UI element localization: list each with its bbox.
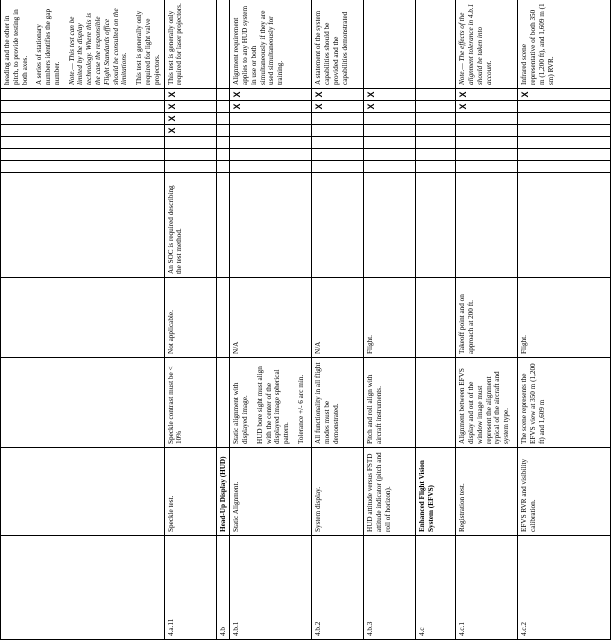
level-mark	[518, 125, 611, 137]
level-mark	[312, 137, 364, 149]
table-row	[216, 0, 230, 640]
cell-test: EFVS RVR and visibility calibration.	[518, 448, 611, 536]
table-row	[1, 0, 165, 640]
cell-tolerance: Pitch and roll align with aircraft instruments.	[364, 358, 416, 448]
cell-method	[1, 173, 165, 278]
note-text: A series of stationary numbers identifies the gap number.	[35, 8, 61, 85]
cell-num: 4.b.1	[230, 536, 312, 640]
note-text: heading and the other in pitch, to provide testing in both axes.	[3, 9, 29, 85]
cell-test: System display.	[312, 448, 364, 536]
level-mark	[164, 149, 216, 161]
cell-tolerance: All functionality in all flight modes must be demonstrated.	[312, 358, 364, 448]
cell-conditions: Takeoff point and on approach at 200 ft.	[456, 278, 518, 358]
cell-conditions: Flight.	[518, 278, 611, 358]
level-mark: X	[364, 89, 416, 101]
cell-conditions: N/A	[230, 278, 312, 358]
cell-notes	[1, 0, 165, 89]
level-mark	[456, 137, 518, 149]
note-text: Note.— This test can be limited by the display technology. Where this is the case the responsible Flight Standards office should be consulted on the limitations.	[67, 8, 129, 85]
cell-test	[1, 448, 165, 536]
cell-method	[364, 173, 416, 278]
level-mark	[312, 161, 364, 173]
level-mark: X	[518, 89, 611, 101]
level-mark	[164, 161, 216, 173]
cell-method	[312, 173, 364, 278]
cell-conditions	[416, 278, 456, 358]
level-mark	[416, 101, 456, 113]
cell-num	[1, 536, 165, 640]
level-mark	[1, 161, 165, 173]
level-mark	[164, 137, 216, 149]
cell-method	[216, 173, 230, 278]
tolerance-text: Tolerance +/- 6 arc min.	[296, 374, 305, 444]
cell-notes: A statement of the system capabilities should be provided and the capabilities demonstrated	[312, 0, 364, 89]
cell-num: 4.c.2	[518, 536, 611, 640]
level-mark: X	[456, 89, 518, 101]
cell-tolerance	[1, 358, 165, 448]
level-mark: X	[312, 89, 364, 101]
level-mark: X	[230, 101, 312, 113]
level-mark	[456, 113, 518, 125]
table-row	[416, 0, 456, 640]
level-mark	[1, 113, 165, 125]
cell-notes: This test is generally only required for laser projectors.	[164, 0, 216, 89]
cell-method	[416, 173, 456, 278]
cell-tolerance: The scene represents the EFVS view at 350 m (1,200 ft) and 1,609 m	[518, 358, 611, 448]
note-text: This test is generally only required for light valve projectors.	[135, 10, 161, 85]
level-mark	[518, 137, 611, 149]
level-mark: X	[230, 89, 312, 101]
level-mark	[216, 149, 230, 161]
cell-num: 4.a.11	[164, 536, 216, 640]
level-mark	[416, 149, 456, 161]
cell-method: An SOC is required describing the test method.	[164, 173, 216, 278]
level-mark	[518, 101, 611, 113]
level-mark	[518, 149, 611, 161]
level-mark	[312, 113, 364, 125]
level-mark	[1, 125, 165, 137]
table-row	[518, 0, 611, 640]
level-mark: X	[164, 101, 216, 113]
cell-num: 4.b.2	[312, 536, 364, 640]
level-mark	[230, 125, 312, 137]
cell-num: 4.c.1	[456, 536, 518, 640]
section-heading: Head-Up Display (HUD)	[216, 448, 230, 536]
level-mark	[1, 101, 165, 113]
level-mark	[216, 113, 230, 125]
section-heading: Enhanced Flight Vision System (EFVS)	[416, 448, 456, 536]
cell-notes: Alignment requirement applies to any HUD system in use or both simultaneously if they are used simultaneously for training.	[230, 0, 312, 89]
tolerance-text: Static alignment with displayed image.	[232, 382, 250, 444]
level-mark	[456, 161, 518, 173]
tolerance-text: HUD bore sight must align with the center of the displayed image spherical pattern.	[255, 366, 291, 444]
cell-conditions	[1, 278, 165, 358]
cell-conditions: Flight.	[364, 278, 416, 358]
level-mark	[364, 125, 416, 137]
cell-conditions: N/A	[312, 278, 364, 358]
cell-tolerance	[416, 358, 456, 448]
level-mark	[416, 125, 456, 137]
cell-notes: Infrared scene representative of both 350 m (1,200 ft), and 1,609 m (1 sm) RVR.	[518, 0, 611, 89]
level-mark	[230, 113, 312, 125]
level-mark	[364, 113, 416, 125]
level-mark	[518, 113, 611, 125]
level-mark	[518, 161, 611, 173]
level-mark: X	[164, 113, 216, 125]
cell-tolerance: Speckle contrast must be < 10%	[164, 358, 216, 448]
level-mark	[416, 113, 456, 125]
cell-notes	[216, 0, 230, 89]
cell-num: 4.b.3	[364, 536, 416, 640]
level-mark	[216, 89, 230, 101]
level-mark	[364, 137, 416, 149]
level-mark	[230, 161, 312, 173]
level-mark	[456, 125, 518, 137]
level-mark	[216, 125, 230, 137]
level-mark	[364, 149, 416, 161]
level-mark	[416, 89, 456, 101]
level-mark: X	[456, 101, 518, 113]
level-mark: X	[164, 125, 216, 137]
level-mark	[230, 149, 312, 161]
level-mark	[312, 125, 364, 137]
level-mark	[364, 161, 416, 173]
cell-tolerance	[216, 358, 230, 448]
cell-tolerance	[230, 358, 312, 448]
table-row	[364, 0, 416, 640]
level-mark	[1, 137, 165, 149]
cell-tolerance: Alignment between EFVS display and out of the window image must represent the alignment typical of the aircraft and system type.	[456, 358, 518, 448]
table-row	[164, 0, 216, 640]
cell-test: Static Alignment.	[230, 448, 312, 536]
level-mark	[416, 161, 456, 173]
level-mark	[456, 149, 518, 161]
level-mark: X	[312, 101, 364, 113]
level-mark	[1, 149, 165, 161]
cell-notes: Note.— The effects of the alignment tolerance in 4.b.1 should be taken into account.	[456, 0, 518, 89]
level-mark	[312, 149, 364, 161]
level-mark	[230, 137, 312, 149]
cell-notes	[416, 0, 456, 89]
table-row	[230, 0, 312, 640]
cell-num: 4.b	[216, 536, 230, 640]
cell-method	[456, 173, 518, 278]
level-mark	[216, 101, 230, 113]
level-mark: X	[164, 89, 216, 101]
level-mark	[1, 89, 165, 101]
cell-method	[518, 173, 611, 278]
table-row	[312, 0, 364, 640]
cell-notes	[364, 0, 416, 89]
cell-test: HUD attitude versus FSTD attitude indicator (pitch and roll of horizon).	[364, 448, 416, 536]
cell-conditions: Not applicable.	[164, 278, 216, 358]
cell-test: Registration test.	[456, 448, 518, 536]
level-mark	[216, 137, 230, 149]
level-mark	[416, 137, 456, 149]
cell-conditions	[216, 278, 230, 358]
table-row	[456, 0, 518, 640]
cell-test: Speckle test.	[164, 448, 216, 536]
cell-num: 4.c	[416, 536, 456, 640]
cell-method	[230, 173, 312, 278]
level-mark	[216, 161, 230, 173]
level-mark: X	[364, 101, 416, 113]
